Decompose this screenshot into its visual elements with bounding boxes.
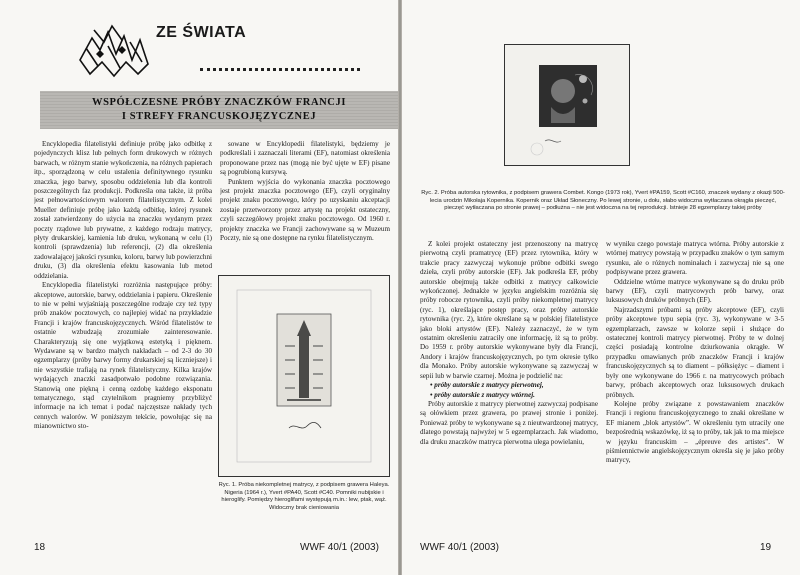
section-title: ZE ŚWIATA	[156, 24, 247, 41]
figure-2-caption: Ryc. 2. Próba autorska rytownika, z podpisem grawera Combet. Kongo (1973 rok), Yvert #PA159, Scott #C160, znaczek wydany z okazji 500-lecia urodzin Mikołaja Kopernika. Kopernik oraz Układ Słoneczny. Po lewej stronie, u dołu, słabo widoczna wytłaczana okrągła pieczęć, pieczęć wytłaczana po stronie prawej – podłużna – nie jest widoczna na tej reprodukcji. Istnieje 28 egzemplarzy takiej próby	[421, 190, 785, 212]
journal-ref: WWF 40/1 (2003)	[300, 542, 379, 553]
bullet-item: • próby autorskie z matrycy wtórnej.	[430, 390, 535, 399]
paragraph: Z kolei projekt ostateczny jest przenoszony na matrycę pierwotną czyli pramatrycę (EF) przez rytownika, który w trakcie pracy zazwyczaj wykonuje próbne odbitki swego dzieła, czyli próby autorskie (EF). Jak podkreśla EF, próby autorskie obejmują także odbitki z matrycy całkowicie wykończonej. Jednakże w języku angielskim rozróżnia się próby robocze rytownika, czyli próby niekompletnej matrycy (ryc. 1), określające postęp pracy, oraz próby autorskie rytownika (ryc. 2), które określane są w polskiej filatelistyce jako bloki artystów (EF). Należy zaznaczyć, że w tym ostatnim określeniu zatraciły one informację, iż są to próby. Do 1959 r. próby autorskie wykonywane były dla Francji, Andory i krajów francuskojęzycznych, po tym okresie tylko dla Monako. Próby autorskie wykonywane są zazwyczaj w sepii lub w barwie czarnej. Można je podzielić na:	[420, 240, 598, 380]
paragraph: w wyniku czego powstaje matryca wtórna. Próby autorskie z wtórnej matrycy powstają w przypadku znaków o tym samym rysunku, ale o różnych nominałach i zazwyczaj nie są one podpisywane przez grawera.	[606, 240, 784, 277]
figure-2-proof	[504, 44, 630, 166]
article-title-line1: WSPÓŁCZESNE PRÓBY ZNACZKÓW FRANCJI	[91, 97, 347, 108]
bullet-item: • próby autorskie z matrycy pierwotnej,	[430, 381, 544, 390]
article-title-line2: I STREFY FRANCUSKOJĘZYCZNEJ	[121, 111, 317, 122]
article-title-banner	[40, 91, 398, 129]
right-column-2	[606, 240, 784, 538]
journal-ref: WWF 40/1 (2003)	[420, 542, 499, 553]
left-column-2	[220, 140, 390, 270]
nigeria-proof-image	[219, 276, 389, 476]
left-column-1	[34, 140, 212, 536]
paragraph: Próby autorskie z matrycy pierwotnej zazwyczaj podpisane są ołówkiem przez grawera, po prawej stronie i poniżej. Ponieważ próby te wykonywane są z nieutwardzonej matrycy, dlatego powstają najwyżej w 5 egzemplarzach. Jak wiadomo, dla druku znaczków matryca pierwotna ulega powielaniu,	[420, 399, 598, 446]
left-page	[0, 0, 398, 575]
paragraph: Oddzielne wtórne matryce wykonywane są do druku prób barwy (EF), czyli matrycowych prób barwy, oraz luksusowych druków próbnych (EF).	[606, 277, 784, 305]
paragraph: Kolejne próby związane z powstawaniem znaczków Francji i regionu francuskojęzycznego to znaki określane w EF mianem „blok artystów”. W określeniu tym utracily one bezpośrednią wskazówkę, iż są to próby, tak jak to ma miejsce w języku francuskim – „épreuve des artistes”. W piśmiennictwie angielskojęzycznym określa się je jako próby matrycy,	[606, 399, 784, 465]
figure-1-proof	[218, 275, 390, 477]
paragraph: Najrzadszymi próbami są próby akceptowe (EF), czyli próby akceptowe typu sepia (ryc. 3), wykonywane w 3-5 egzemplarzach, zawsze w kolorze sepii i służące do ostatecznej kontroli matrycy pierwotnej. Próby te w dolnej części posiadają kontrolne dziurkowania okrągłe. W przypadku omawianych prób znaczków Francji i krajów francuskojęzycznych są to diament – półksiężyc – diament i były one wykonywane do 1966 r. na matrycowych próbach barwy, próbach akceptowych oraz luksusowych drukach próbnych.	[606, 305, 784, 399]
page-number: 19	[760, 542, 772, 553]
paragraph: Encyklopedia filatelistyki definiuje próbę jako odbitkę z pojedynczych klisz lub pełnych form drukowych w różnych barwach, w różnym stanie wykończenia, na różnych papierach itp., sporządzoną w celu ustalenia definitywnego rysunku znaczka, jego barwy, sposobu oddzielenia lub dla kontroli poszczególnych faz produkcji. Podkreśla ona także, iż próba jest pełnowartościowym walorem filatelistycznym. Z kolei Mueller definiuje próbę jako każdą odbitkę, której rysunek został zatwierdzony do użycia na znaczku wydanym przez poczty rządowe lub prywatne, z każdego rodzaju matrycy, płyty drukarskiej, kamienia lub druku, wykonaną w celu (1) kontroli (sprawdzenia) lub referencji, (2) dla określenia zadowalającej jakości rysunku, koloru, barwy lub powierzchni druku, (3) dla określenia efektu kasowania lub metod oddzielania.	[34, 140, 212, 280]
section-dotted-rule	[200, 68, 360, 71]
right-column-1	[420, 240, 598, 538]
kongo-copernicus-proof-image	[505, 45, 629, 165]
figure-1-caption: Ryc. 1. Próba niekompletnej matrycy, z podpisem grawera Haleya. Nigeria (1964 r.), Yvert #PA40, Scott #C40. Pomniki nubijskie i hieroglify. Pomiędzy hieroglifami występują m.in.: lew, ptak, wąż. Widoczny brak cieniowania	[218, 482, 390, 511]
right-page	[402, 0, 800, 575]
bullet-text: próby autorskie z matrycy wtórnej.	[434, 390, 535, 399]
paragraph: Encyklopedia filatelistyki rozróżnia następujące próby: akceptowe, autorskie, barwy, oddzielania i papieru. Określenie to nie w pełni wyjaśniają poszczególne rodzaje czy też typy prób znaków pocztowych, co najlepiej widać na przykładzie Francji i krajów francuskojęzycznych. Wśród filatelistów te ostatnie wzbudzają zrozumiałe zainteresowanie. Charakteryzują się one wyjątkową estetyką i pięknem. Wydawane są w bardzo małych nakładach – od 2-3 do 30 egzemplarzy (próby barwy formy drukarskiej są liczniejsze) i nie wszystkie trafiają na rynek filatelistyczny. Kilka krajów wydających znaczki zasadpotwało podobne rozwiązania. Stanowią one piękną i cenną ozdobę każdego eksponatu tematycznego, stąd czytelnikom pragniemy przybliżyć informacje na ich temat i podać najczęstsze nakłady tych cennych walorów. W poniższym tekście, powołując się na mianownictwo sto-	[34, 281, 212, 431]
page-number: 18	[34, 542, 46, 553]
bullet-text: próby autorskie z matrycy pierwotnej,	[434, 381, 544, 390]
paragraph: Punktem wyjścia do wykonania znaczka pocztowego jest projekt znaczka pocztowego (EF), czyli oryginalny projekt znaku pocztowego, który po uzyskaniu akceptacji zostaje przetworzony przez artystę na projekt ostateczny, czyli szczegółowy projekt znaku pocztowego. Od 1960 r. projekty znaczka we Francji zachowywane są w Muzeum Poczty, nie są one dostępne na rynku filatelistycznym.	[220, 177, 390, 243]
paragraph: sowane w Encyklopedii filatelistyki, będziemy je podkreślali i zaznaczali literami (EF), natomiast określenia proponowane przez nas (mogą nie być ujęte w EF) pisane są pogrubioną kursywą.	[220, 140, 390, 177]
